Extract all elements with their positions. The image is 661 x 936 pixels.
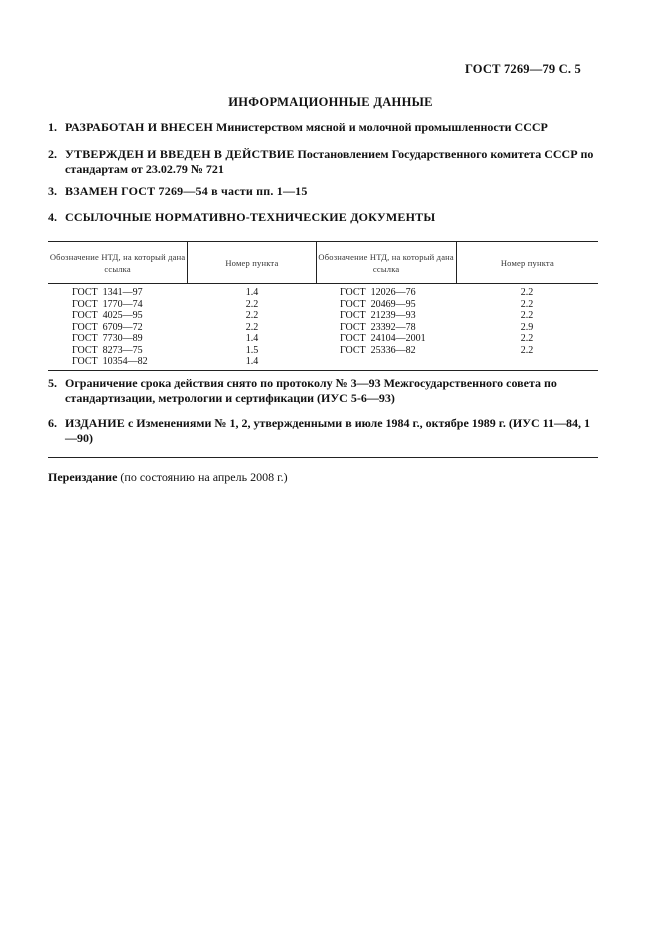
table-cell-doc: ГОСТ 8273—75 bbox=[72, 344, 143, 356]
table-cell-clause: 1.5 bbox=[245, 344, 259, 356]
table-cell-clause: 2.2 bbox=[520, 287, 534, 298]
table-cell-doc: ГОСТ 21239—93 bbox=[340, 310, 416, 321]
reissue-note bbox=[48, 470, 288, 485]
left-clause-column bbox=[188, 287, 316, 368]
reference-documents-table bbox=[48, 241, 598, 371]
table-cell-clause: 2.2 bbox=[520, 333, 534, 344]
table-cell-doc: ГОСТ 23392—78 bbox=[340, 321, 416, 333]
info-item-4 bbox=[48, 210, 598, 225]
table-cell-clause: 2.2 bbox=[245, 298, 259, 310]
table-cell-doc: ГОСТ 20469—95 bbox=[340, 298, 416, 310]
left-doc-column bbox=[48, 287, 188, 368]
table-cell-doc: ГОСТ 24104—2001 bbox=[340, 333, 426, 344]
table-cell-clause: 2.2 bbox=[520, 344, 534, 356]
table-cell-clause: 1.4 bbox=[245, 333, 259, 344]
item-text: Ограничение срока действия снято по протоколу № 3—93 Межгосударственного совета по стандартизации, метрологии и сертификации (ИУС 5-6—93) bbox=[65, 376, 557, 405]
right-clause-column bbox=[456, 287, 598, 368]
item-heading: РАЗРАБОТАН И ВНЕСЕН bbox=[65, 120, 214, 134]
table-cell-clause: 2.9 bbox=[520, 321, 534, 333]
right-doc-column bbox=[316, 287, 456, 368]
item-number: 2. bbox=[48, 147, 57, 161]
reissue-text: (по состоянию на апрель 2008 г.) bbox=[120, 470, 288, 484]
info-item-2 bbox=[48, 147, 598, 177]
separator-rule bbox=[48, 457, 598, 458]
item-heading: ВЗАМЕН ГОСТ 7269—54 в части пп. 1—15 bbox=[65, 184, 308, 198]
info-item-5 bbox=[48, 376, 598, 406]
table-cell-doc: ГОСТ 1341—97 bbox=[72, 287, 143, 298]
header-doc-designation: Обозначение НТД, на который дана ссылка bbox=[49, 251, 186, 274]
item-number: 4. bbox=[48, 210, 57, 224]
item-heading: ИЗДАНИЕ bbox=[65, 416, 125, 430]
table-cell-doc: ГОСТ 6709—72 bbox=[72, 321, 143, 333]
table-header bbox=[48, 242, 598, 284]
document-title: ИНФОРМАЦИОННЫЕ ДАННЫЕ bbox=[228, 95, 433, 109]
info-item-6 bbox=[48, 416, 598, 446]
table-cell-clause: 2.2 bbox=[520, 298, 534, 310]
item-number: 1. bbox=[48, 120, 57, 134]
table-body bbox=[48, 284, 598, 370]
table-cell-doc: ГОСТ 25336—82 bbox=[340, 344, 416, 356]
info-item-3 bbox=[48, 184, 598, 199]
item-number: 3. bbox=[48, 184, 57, 198]
table-cell-doc: ГОСТ 4025—95 bbox=[72, 310, 143, 321]
table-cell-doc: ГОСТ 10354—82 bbox=[72, 356, 148, 367]
item-heading: ССЫЛОЧНЫЕ НОРМАТИВНО-ТЕХНИЧЕСКИЕ ДОКУМЕНТЫ bbox=[65, 210, 436, 224]
header-clause-number: Номер пункта bbox=[187, 242, 315, 283]
item-number: 6. bbox=[48, 416, 57, 430]
table-cell-doc: ГОСТ 1770—74 bbox=[72, 298, 143, 310]
item-number: 5. bbox=[48, 376, 57, 390]
item-text: Министерством мясной и молочной промышленности СССР bbox=[216, 120, 548, 134]
page-header: ГОСТ 7269—79 С. 5 bbox=[464, 62, 581, 76]
table-cell-clause: 2.2 bbox=[245, 310, 259, 321]
header-clause-number: Номер пункта bbox=[456, 242, 598, 283]
item-text: с Изменениями № 1, 2, утвержденными в июле 1984 г., октябре 1989 г. (ИУС 11—84, 1—90) bbox=[65, 416, 591, 445]
reissue-label: Переиздание bbox=[48, 470, 118, 484]
table-cell-doc: ГОСТ 12026—76 bbox=[340, 287, 416, 298]
info-item-1 bbox=[48, 120, 598, 135]
table-cell-doc: ГОСТ 7730—89 bbox=[72, 333, 143, 344]
header-doc-designation: Обозначение НТД, на который дана ссылка bbox=[316, 242, 456, 283]
table-cell-clause: 1.4 bbox=[245, 287, 259, 298]
table-cell-clause: 2.2 bbox=[245, 321, 259, 333]
item-text: Постановлением Государственного комитета СССР по стандартам от 23.02.79 № 721 bbox=[65, 147, 594, 176]
item-heading: УТВЕРЖДЕН И ВВЕДЕН В ДЕЙСТВИЕ bbox=[65, 147, 295, 161]
table-cell-clause: 1.4 bbox=[245, 356, 259, 367]
table-cell-clause: 2.2 bbox=[520, 310, 534, 321]
